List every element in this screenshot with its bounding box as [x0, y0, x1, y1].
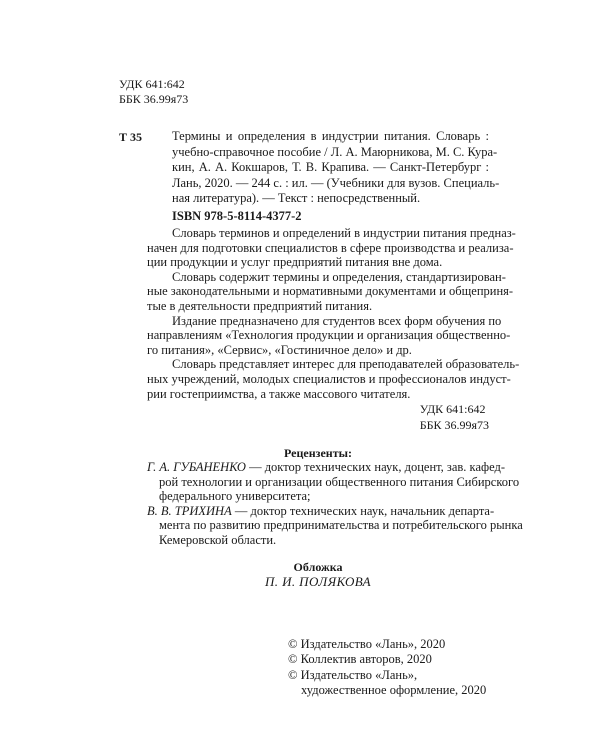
reviewer-2-name: В. В. ТРИХИНА — [147, 503, 232, 518]
abstract-line: рии гостеприимства, а также массового читателя. — [147, 386, 411, 401]
abstract-line: го питания», «Сервис», «Гостиничное дело» и др. — [147, 342, 412, 357]
reviewer-1-name: Г. А. ГУБАНЕНКО — [147, 460, 246, 474]
isbn: ISBN 978-5-8114-4377-2 — [172, 209, 302, 223]
abstract-line: Словарь содержит термины и определения, стандартизирован- — [172, 269, 506, 284]
reviewers-heading: Рецензенты: — [284, 446, 352, 460]
reviewer-1-line: федерального университета; — [159, 489, 311, 504]
bib-line: учебно-справочное пособие / Л. А. Маюрникова, М. С. Кура- — [172, 144, 498, 159]
bottom-codes — [420, 402, 489, 433]
abstract-line: направлениям «Технология продукции и организация общественно- — [147, 328, 511, 343]
udk-code: УДК 641:642 — [119, 77, 185, 91]
reviewers-list — [147, 460, 523, 548]
bbk-code: ББК 36.99я73 — [119, 92, 189, 106]
reviewer-2-line: В. В. ТРИХИНА — доктор технических наук, начальник департа- — [147, 503, 495, 518]
bbk-code: ББК 36.99я73 — [419, 417, 489, 432]
copyright-block — [288, 637, 486, 699]
bibliographic-record — [172, 129, 500, 207]
abstract-line: начен для подготовки специалистов в сфере производства и реализа- — [147, 240, 514, 255]
abstract-line: ные законодательными и нормативными документами и общеприня- — [147, 284, 514, 299]
author-mark: Т 35 — [119, 130, 143, 144]
bib-line: кин, А. А. Кокшаров, Т. В. Крапива. — Санкт-Петербург : — [172, 160, 489, 174]
cover-designer: П. И. ПОЛЯКОВА — [265, 574, 371, 589]
abstract-line: тые в деятельности предприятий питания. — [147, 298, 373, 313]
copyright-line: художественное оформление, 2020 — [301, 683, 487, 698]
abstract-line: ных учреждений, молодых специалистов и профессионалов индуст- — [147, 371, 511, 386]
copyright-line: © Коллектив авторов, 2020 — [288, 652, 432, 667]
abstract-line: Издание предназначено для студентов всех форм обучения по — [172, 313, 502, 328]
udk-code: УДК 641:642 — [419, 402, 486, 416]
cover-heading: Обложка — [293, 560, 343, 574]
abstract-line: ции продукции и услуг предприятий питания вне дома. — [147, 255, 443, 270]
bib-line: Лань, 2020. — 244 с. : ил. — (Учебники для вузов. Специаль- — [172, 175, 500, 190]
reviewer-2-line: Кемеровской области. — [159, 532, 277, 547]
reviewer-1-line: Г. А. ГУБАНЕНКО — доктор технических наук, доцент, зав. кафед- — [147, 460, 505, 474]
reviewer-2-line: мента по развитию предпринимательства и потребительского рынка — [159, 518, 523, 533]
bib-line: ная литература). — Текст : непосредственный. — [172, 191, 421, 205]
reviewer-1-line: рой технологии и организации общественного питания Сибирского — [159, 474, 520, 489]
abstract-line: Словарь представляет интерес для преподавателей образователь- — [172, 357, 520, 372]
top-codes — [119, 77, 188, 107]
copyright-line: © Издательство «Лань», 2020 — [288, 637, 446, 651]
bib-line: Термины и определения в индустрии питания. Словарь : — [172, 129, 489, 143]
abstract — [147, 226, 520, 401]
copyright-line: © Издательство «Лань», — [288, 667, 418, 682]
abstract-line: Словарь терминов и определений в индустрии питания предназ- — [172, 226, 516, 240]
